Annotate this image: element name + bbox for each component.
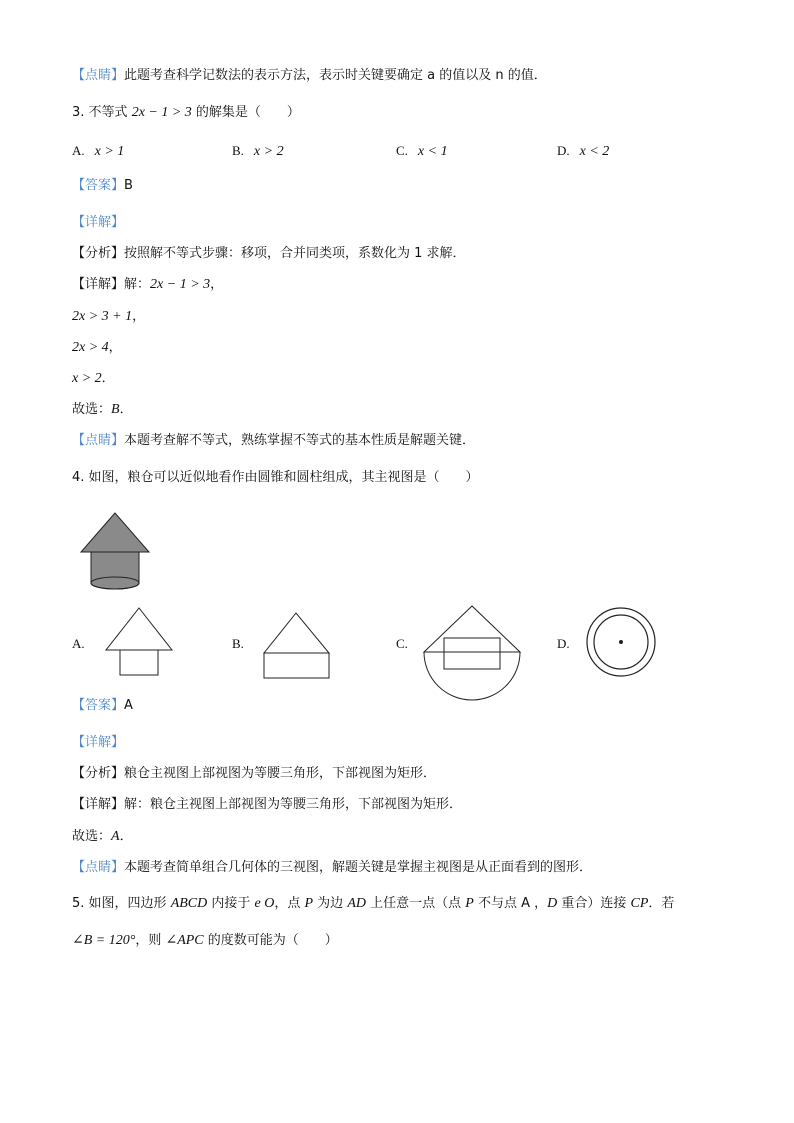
analysis-line: 【分析】按照解不等式步骤：移项，合并同类项，系数化为 1 求解．: [72, 246, 466, 261]
keypoint-line: [72, 67, 547, 85]
option-d-figure: [586, 607, 658, 679]
question-5-stem: 5. 如图，四边形 ABCD 内接于 e O，点 P 为边 AD 上任意一点（点 P 不与点 A ，D 重合）连接 CP．若: [72, 896, 675, 911]
option-b: B.: [232, 636, 244, 651]
answer-line: 【答案】B: [72, 178, 133, 193]
choose-line: 故选：B．: [72, 402, 133, 417]
question-5-stem-2: ∠B = 120°，则 ∠APC 的度数可能为（ ）: [72, 933, 338, 948]
option-c-figure: [422, 605, 522, 677]
option-c: C. x < 1: [396, 143, 448, 159]
inequality-expr: 2x − 1 > 3: [131, 105, 192, 120]
question-number: 3.: [72, 105, 89, 120]
step-2: 2x > 4，: [72, 340, 122, 355]
keypoint-tag: 【点睛】: [72, 68, 125, 83]
option-a: A. x > 1: [72, 143, 125, 159]
step-3: x > 2．: [72, 371, 115, 386]
option-b-figure: [263, 612, 331, 680]
question-3-stem: [72, 104, 300, 122]
stem-text: 的解集是（ ）: [191, 105, 300, 120]
answer-value: A: [124, 698, 133, 713]
solution-line: 【详解】解：粮仓主视图上部视图为等腰三角形，下部视图为矩形．: [72, 797, 463, 812]
option-a: A.: [72, 636, 85, 651]
keypoint-line: 【点睛】本题考查解不等式，熟练掌握不等式的基本性质是解题关键．: [72, 433, 476, 448]
answer-line: 【答案】A: [72, 698, 133, 713]
granary-figure: [80, 512, 150, 592]
option-d: D. x < 2: [557, 143, 610, 159]
option-d: D.: [557, 636, 570, 651]
choose-line: 故选：A．: [72, 829, 133, 844]
option-b: B. x > 2: [232, 143, 284, 159]
detail-heading: 【详解】: [72, 735, 125, 750]
solution-line: 【详解】解：2x − 1 > 3，: [72, 277, 224, 292]
question-4-stem: 4. 如图，粮仓可以近似地看作由圆锥和圆柱组成，其主视图是（ ）: [72, 470, 479, 485]
keypoint-line: 【点睛】本题考查简单组合几何体的三视图，解题关键是掌握主视图是从正面看到的图形．: [72, 860, 593, 875]
step-1: 2x > 3 + 1，: [72, 309, 146, 324]
option-c: C.: [396, 636, 408, 651]
option-a-figure: [105, 607, 173, 677]
keypoint-text: 此题考查科学记数法的表示方法，表示时关键要确定 a 的值以及 n 的值．: [124, 68, 547, 83]
answer-value: B: [124, 178, 133, 193]
stem-text: 不等式: [88, 105, 132, 120]
detail-heading: 【详解】: [72, 215, 125, 230]
analysis-line: 【分析】粮仓主视图上部视图为等腰三角形，下部视图为矩形．: [72, 766, 437, 781]
